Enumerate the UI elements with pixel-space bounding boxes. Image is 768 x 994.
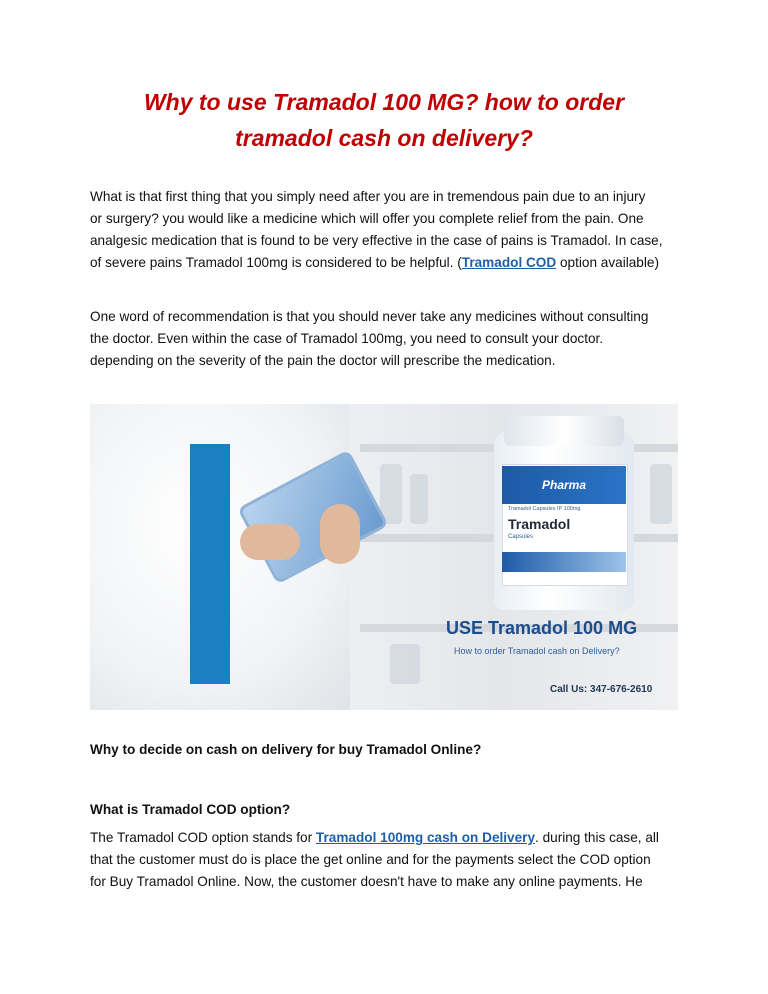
title-line-1: Why to use Tramadol 100 MG? how to order xyxy=(143,89,625,115)
intro-line: analgesic medication that is found to be very effective in the case of pains is Tramadol. In case, xyxy=(90,233,663,248)
bottle-cap xyxy=(504,416,624,446)
shelf-bottle xyxy=(390,644,420,684)
promo-banner-image xyxy=(90,404,678,710)
cod-line xyxy=(90,827,680,849)
title-line-2: tramadol cash on delivery? xyxy=(235,125,533,151)
intro-text: of severe pains Tramadol 100mg is considered to be helpful. ( xyxy=(90,255,462,270)
tramadol-cash-on-delivery-link[interactable]: Tramadol 100mg cash on Delivery xyxy=(315,830,536,845)
intro-line: What is that first thing that you simply need after you are in tremendous pain due to an injury xyxy=(90,189,646,204)
shelf-bottle xyxy=(410,474,428,524)
drug-form: Capsules xyxy=(508,534,534,540)
drug-dosage: Tramadol Capsules IP 100mg xyxy=(508,506,581,512)
brand-label: Pharma xyxy=(502,466,626,504)
intro-line: or surgery? you would like a medicine which will offer you complete relief from the pain. One xyxy=(90,211,644,226)
doctor-hand xyxy=(320,504,360,564)
cod-line: for Buy Tramadol Online. Now, the customer doesn't have to make any online payments. He xyxy=(90,874,643,889)
intro-paragraph xyxy=(90,186,680,274)
cod-text: . during this case, all xyxy=(535,830,659,845)
doctor-hand xyxy=(240,524,300,560)
recommendation-line: One word of recommendation is that you should never take any medicines without consulting xyxy=(90,309,649,324)
tramadol-cod-link[interactable]: Tramadol COD xyxy=(461,255,557,270)
banner-subline: How to order Tramadol cash on Delivery? xyxy=(454,646,620,656)
section-heading-cod-option: What is Tramadol COD option? xyxy=(90,802,291,817)
intro-line xyxy=(90,252,680,274)
page-title xyxy=(90,84,678,156)
doctor-scrubs xyxy=(190,444,230,684)
banner-phone: Call Us: 347-676-2610 xyxy=(550,684,653,695)
shelf-bottle xyxy=(650,464,672,524)
intro-text: option available) xyxy=(556,255,659,270)
pack-size: Pack of 100 Capsules xyxy=(530,574,579,580)
cod-line: that the customer must do is place the get online and for the payments select the COD option xyxy=(90,852,651,867)
section-heading-cod-reasons: Why to decide on cash on delivery for buy Tramadol Online? xyxy=(90,742,482,757)
recommendation-line: the doctor. Even within the case of Tramadol 100mg, you need to consult your doctor. xyxy=(90,331,604,346)
cod-text: The Tramadol COD option stands for xyxy=(90,830,316,845)
banner-headline: USE Tramadol 100 MG xyxy=(446,618,638,638)
recommendation-line: depending on the severity of the pain the doctor will prescribe the medication. xyxy=(90,353,556,368)
recommendation-paragraph xyxy=(90,306,680,372)
label-stripe xyxy=(502,552,626,572)
drug-name: Tramadol xyxy=(508,516,571,532)
cod-paragraph xyxy=(90,827,680,893)
